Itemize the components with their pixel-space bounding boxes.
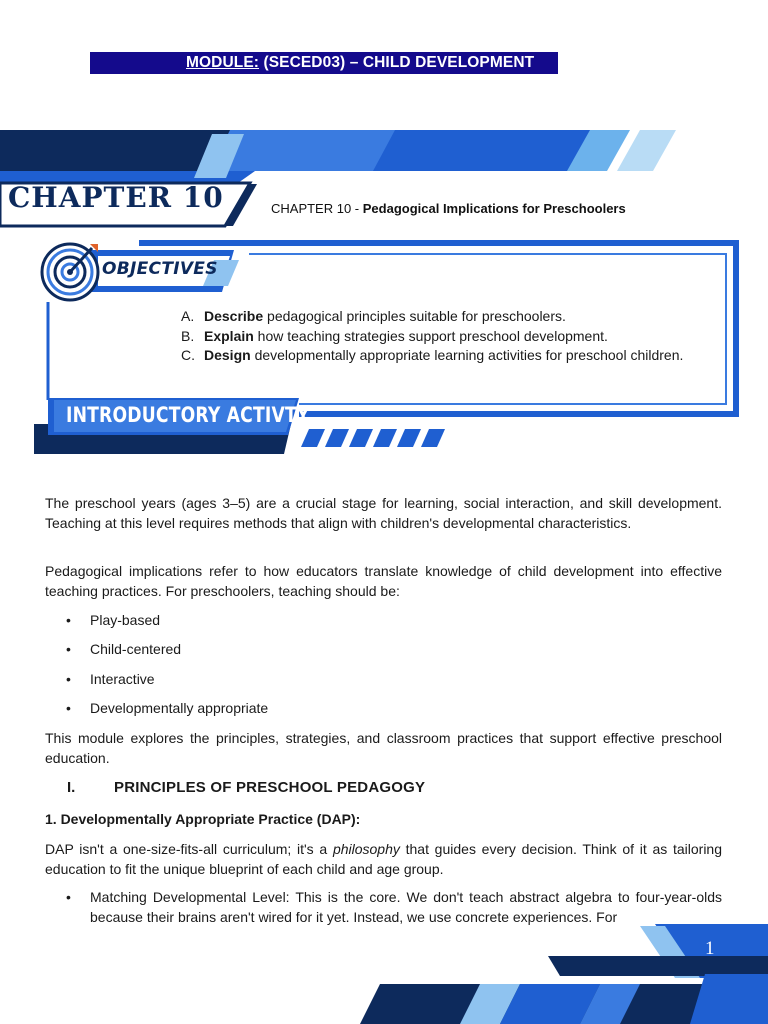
chapter-subtitle [271,201,626,216]
bullet-marker: • [66,671,71,687]
list-item-text: Matching Developmental Level: This is the core. We don't teach abstract algebra to four-year-olds because their brains aren't wired for it yet. Instead, we use concrete experiences. For [90,889,722,925]
objective-item [181,327,683,347]
target-arrow-icon [40,240,104,304]
footer-decoration [0,916,768,1024]
dap-text-end: that guides every decision. Think of it as tailoring education to fit the unique blueprint of each child and age group. [45,841,722,877]
list-item-text: Developmentally appropriate [90,700,269,716]
objective-verb: Describe [204,308,264,324]
dap-emphasis: philosophy [332,841,400,857]
list-item-text: Interactive [90,671,155,687]
module-header-text [186,53,534,73]
section-title: PRINCIPLES OF PRESCHOOL PEDAGOGY [114,779,426,796]
dap-paragraph [45,840,722,879]
chapter-subtitle-prefix: CHAPTER 10 - [271,201,363,216]
objectives-title: OBJECTIVES [102,259,218,279]
module-scope-paragraph: This module explores the principles, strategies, and classroom practices that support effective preschool education. [45,730,722,766]
list-item-text: Play-based [90,612,161,628]
list-item-text: Child-centered [90,641,182,657]
bullet-marker: • [66,700,71,716]
introductory-activity-title: INTRODUCTORY ACTIVTY [66,403,310,427]
page-number: 1 [705,938,715,959]
module-label: MODULE: [186,54,260,71]
bullet-marker: • [66,612,71,628]
dap-text-start: DAP isn't a one-size-fits-all curriculum; it's a [45,841,333,857]
subsection-heading: 1. Developmentally Appropriate Practice (DAP): [45,811,361,827]
objective-letter: A. [181,308,195,324]
objective-item [181,346,683,366]
objective-letter: B. [181,327,195,344]
objective-text: pedagogical principles suitable for preschoolers. [263,308,566,324]
objective-verb: Explain [204,327,254,344]
objective-item [181,307,683,327]
chapter-badge: CHAPTER 10 [8,181,224,214]
objective-text: developmentally appropriate learning activities for preschool children. [250,347,684,364]
module-title: (SECED03) – CHILD DEVELOPMENT [259,54,535,71]
objective-verb: Design [204,347,251,364]
objective-text: how teaching strategies support preschool development. [253,327,608,344]
section-number: I. [67,779,76,796]
pedagogical-paragraph: Pedagogical implications refer to how educators translate knowledge of child development into effective teaching practices. For preschoolers, teaching should be: [45,563,722,599]
objective-letter: C. [181,347,195,364]
chapter-subtitle-title: Pedagogical Implications for Preschoolers [362,201,626,216]
objectives-list [181,307,683,366]
bullet-marker: • [66,889,71,905]
bullet-marker: • [66,641,71,657]
intro-paragraph: The preschool years (ages 3–5) are a crucial stage for learning, social interaction, and skill development. Teaching at this level requires methods that align with children's developmental characteristics. [45,495,722,531]
